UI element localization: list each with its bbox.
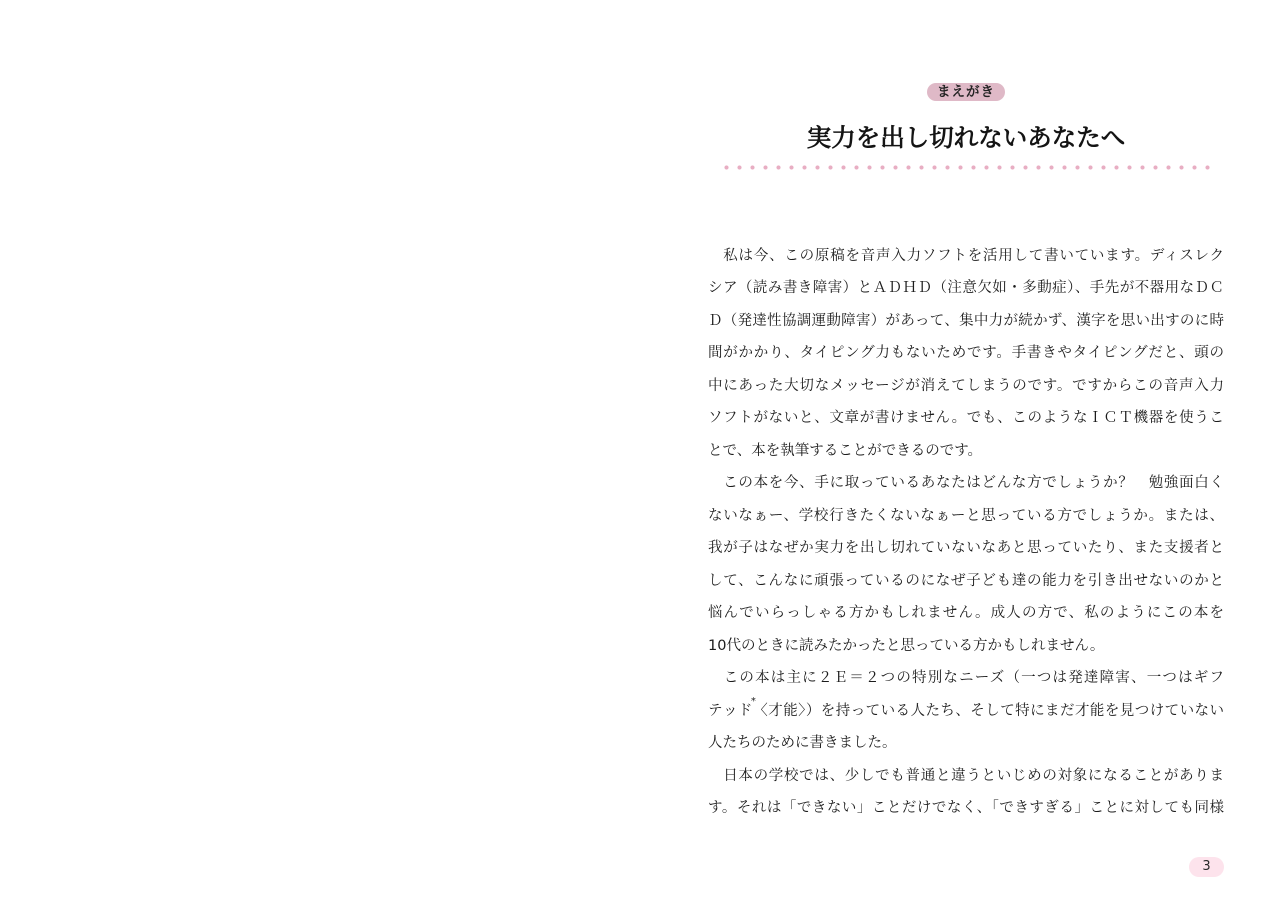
body-line: 日本の学校では、少しでも普通と違うといじめの対象になることがありま bbox=[708, 767, 1224, 784]
body-line: して、こんなに頑張っているのになぜ子ども達の能力を引き出せないのかと bbox=[708, 572, 1224, 589]
body-line: 我が子はなぜか実力を出し切れていないなあと思っていたり、また支援者と bbox=[708, 540, 1224, 557]
body-text bbox=[708, 240, 1224, 824]
body-line: 私は今、この原稿を音声入力ソフトを活用して書いています。ディスレク bbox=[708, 248, 1224, 264]
body-line: シア（読み書き障害）とＡＤＨＤ（注意欠如・多動症）、手先が不器用なＤＣ bbox=[708, 280, 1224, 297]
body-line: ソフトがないと、文章が書けません。でも、このようなＩＣＴ機器を使うこ bbox=[708, 410, 1224, 427]
body-line: Ｄ（発達性協調運動障害）があって、集中力が続かず、漢字を思い出すのに時 bbox=[708, 312, 1224, 329]
body-line: 間がかかり、タイピング力もないためです。手書きやタイピングだと、頭の bbox=[708, 345, 1224, 362]
section-badge-label: まえがき bbox=[937, 84, 995, 100]
page-number-badge bbox=[1189, 857, 1224, 877]
body-line: ないなぁー、学校行きたくないなぁーと思っている方でしょうか。または、 bbox=[708, 507, 1224, 524]
page-number: 3 bbox=[1202, 859, 1211, 874]
body-line: この本は主に２Ｅ＝２つの特別なニーズ（一つは発達障害、一つはギフ bbox=[708, 670, 1224, 687]
body-line: この本を今、手に取っているあなたはどんな方でしょうか？ 勉強面白く bbox=[708, 475, 1224, 492]
body-line-segment: 〈才能〉）を持っている人たち、そして特にまだ才能を見つけていない bbox=[752, 702, 1225, 719]
body-line: 悩んでいらっしゃる方かもしれません。成人の方で、私のようにこの本を bbox=[708, 605, 1224, 622]
body-line: 人たちのために書きました。 bbox=[708, 735, 897, 752]
body-line-segment: テッド bbox=[708, 702, 753, 719]
body-line: す。それは「できない」ことだけでなく、「できすぎる」ことに対しても同様 bbox=[708, 799, 1224, 816]
chapter-title: 実力を出し切れないあなたへ bbox=[806, 123, 1126, 152]
body-line-with-footnote: テッド*〈才能〉）を持っている人たち、そして特にまだ才能を見つけていない bbox=[708, 695, 1225, 719]
body-line: 中にあった大切なメッセージが消えてしまうのです。ですからこの音声入力 bbox=[708, 377, 1224, 394]
body-line: 10代のときに読みたかったと思っている方かもしれません。 bbox=[708, 637, 1105, 654]
body-line: とで、本を執筆することができるのです。 bbox=[708, 442, 983, 459]
section-badge bbox=[927, 83, 1005, 101]
title-dotted-divider bbox=[720, 165, 1214, 170]
